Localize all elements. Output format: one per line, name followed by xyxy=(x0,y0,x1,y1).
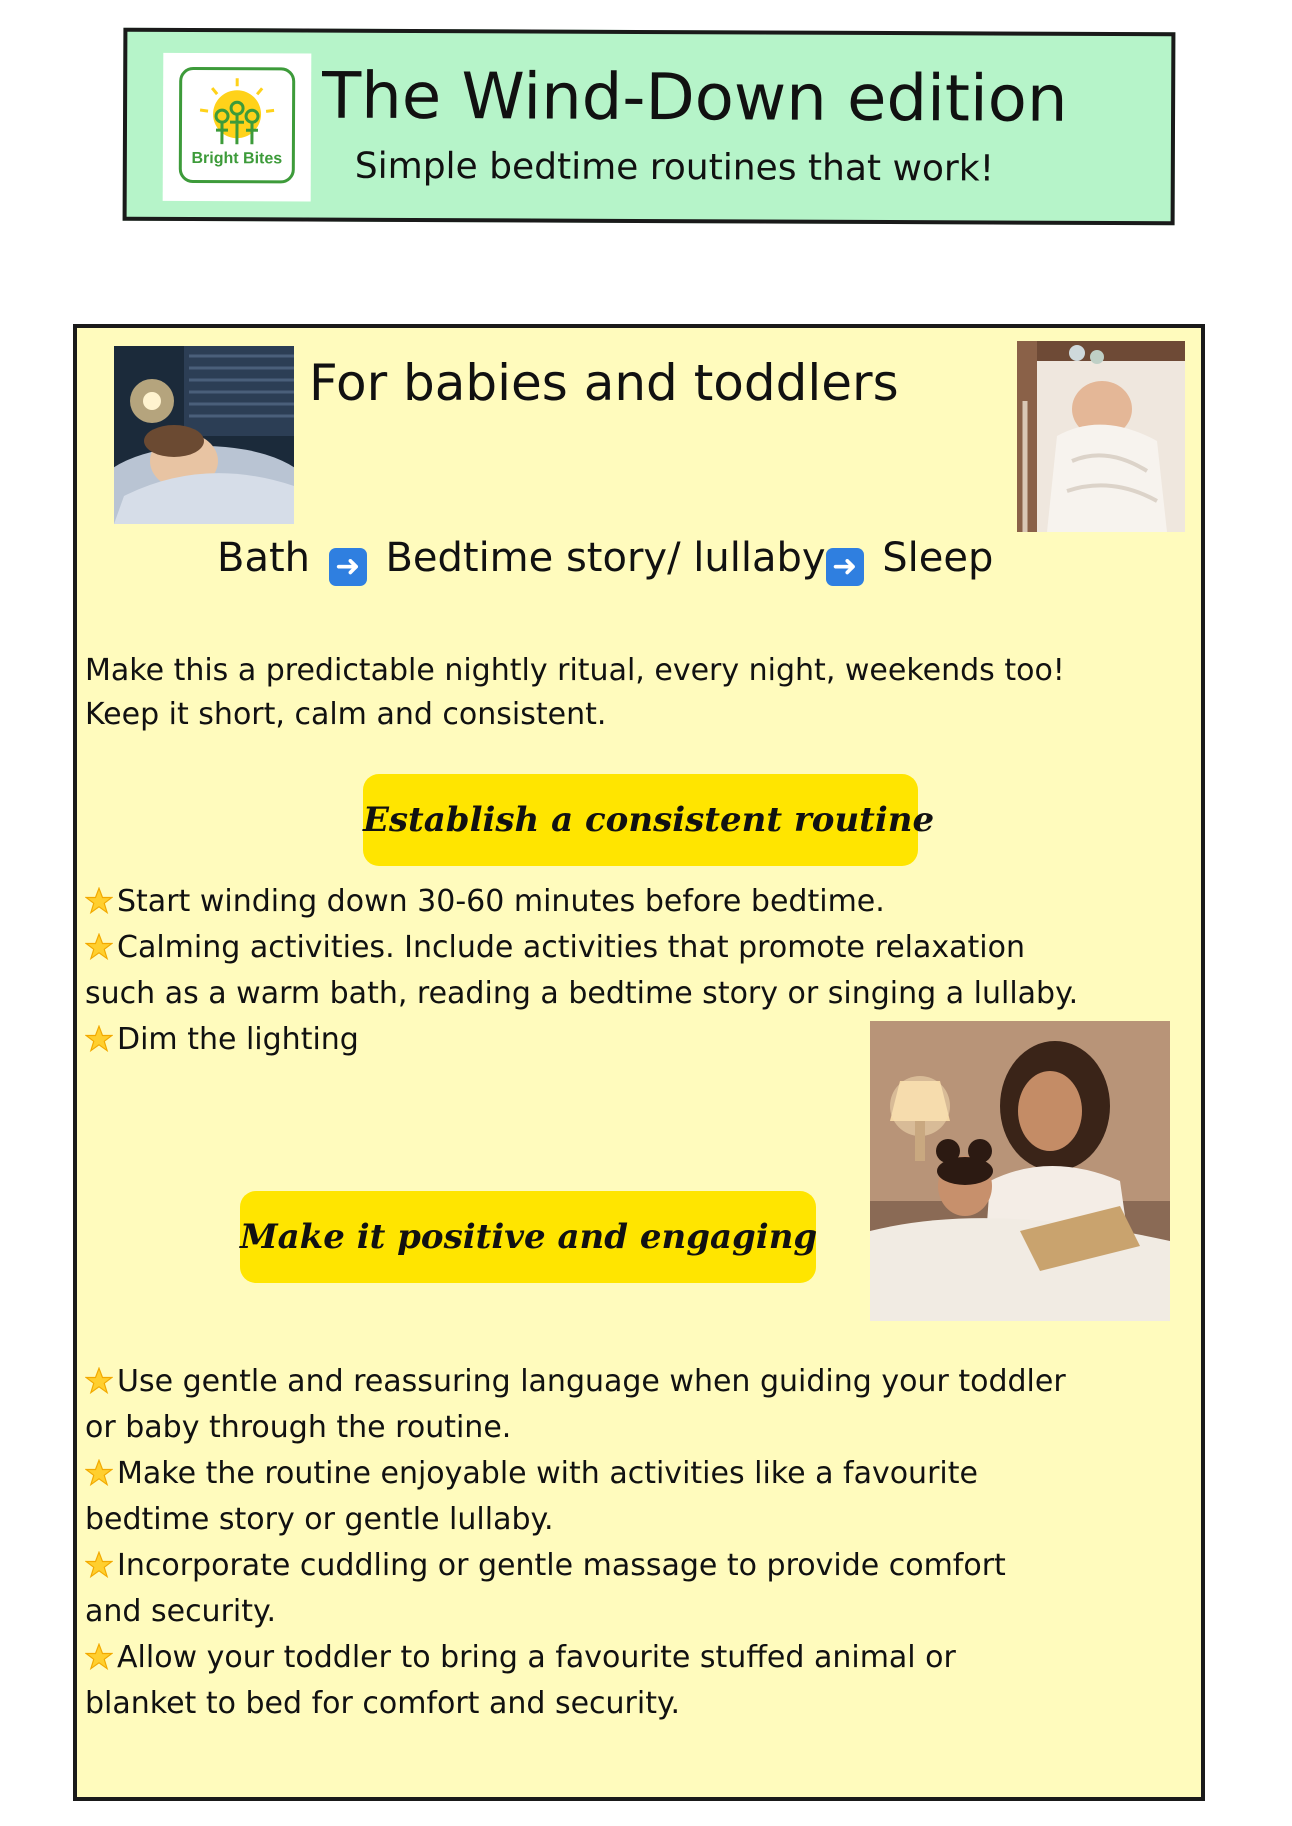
bullet-text: Calming activities. Include activities that promote relaxation xyxy=(117,930,1025,965)
star-icon xyxy=(85,933,113,961)
logo-label: Bright Bites xyxy=(191,150,283,168)
heading-positive-engaging: Make it positive and engaging xyxy=(240,1191,816,1283)
bullet-item xyxy=(85,1635,956,1681)
routine-step-bath: Bath xyxy=(217,535,310,581)
bullet-item xyxy=(85,879,885,925)
right-arrow-icon: ➜ xyxy=(826,548,864,586)
routine-step-sleep: Sleep xyxy=(882,535,994,581)
star-icon xyxy=(85,1551,113,1579)
bullet-continuation: blanket to bed for comfort and security. xyxy=(85,1686,680,1721)
bullet-continuation: and security. xyxy=(85,1594,277,1629)
bullet-item xyxy=(85,925,1025,971)
right-arrow-icon: ➜ xyxy=(329,548,367,586)
intro-line: Keep it short, calm and consistent. xyxy=(85,697,607,732)
bullet-text: Start winding down 30-60 minutes before bedtime. xyxy=(117,884,885,919)
section-title: For babies and toddlers xyxy=(309,354,899,412)
star-icon xyxy=(85,1025,113,1053)
routine-step-story: Bedtime story/ lullaby xyxy=(385,535,826,581)
main-content-panel xyxy=(73,324,1205,1801)
bullet-item xyxy=(85,1451,978,1497)
star-icon xyxy=(85,1367,113,1395)
swaddled-baby-photo xyxy=(1017,341,1185,532)
page-subtitle: Simple bedtime routines that work! xyxy=(354,145,995,190)
star-icon xyxy=(85,1459,113,1487)
bullet-text: Allow your toddler to bring a favourite stuffed animal or xyxy=(117,1640,956,1675)
star-icon xyxy=(85,887,113,915)
bullet-item xyxy=(85,1017,359,1063)
heading-consistent-routine: Establish a consistent routine xyxy=(363,774,918,866)
bullet-item xyxy=(85,1359,1066,1405)
bullet-text: Incorporate cuddling or gentle massage to provide comfort xyxy=(117,1548,1006,1583)
star-icon xyxy=(85,1643,113,1671)
bright-bites-logo xyxy=(163,53,312,202)
bullet-item xyxy=(85,1543,1006,1589)
bullet-text: Make the routine enjoyable with activities like a favourite xyxy=(117,1456,978,1491)
page-title: The Wind-Down edition xyxy=(321,59,1068,137)
sleeping-toddler-photo xyxy=(114,346,294,524)
bullet-text: Dim the lighting xyxy=(117,1022,359,1057)
mother-reading-photo xyxy=(870,1021,1170,1321)
intro-line: Make this a predictable nightly ritual, every night, weekends too! xyxy=(85,653,1065,688)
routine-sequence xyxy=(217,533,993,586)
bullet-text: Use gentle and reassuring language when guiding your toddler xyxy=(117,1364,1066,1399)
header-banner xyxy=(123,28,1176,226)
bullet-continuation: such as a warm bath, reading a bedtime story or singing a lullaby. xyxy=(85,976,1079,1011)
bullet-continuation: or baby through the routine. xyxy=(85,1410,512,1445)
bullet-continuation: bedtime story or gentle lullaby. xyxy=(85,1502,554,1537)
